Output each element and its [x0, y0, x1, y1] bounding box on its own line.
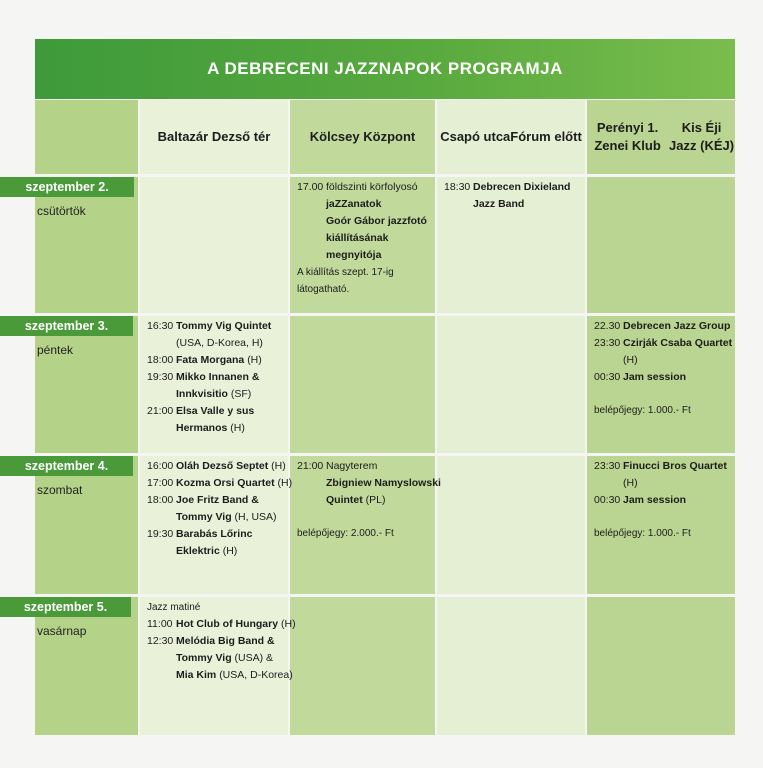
- event-line: [147, 633, 285, 650]
- event-time: 16:30: [147, 320, 174, 332]
- event-text: Jam session: [623, 371, 687, 383]
- event-text: Oláh Dezső Septet: [176, 460, 269, 472]
- event-text: Mia Kim: [176, 669, 217, 681]
- day-cell: [35, 456, 138, 594]
- event-text: (H): [623, 477, 638, 489]
- event-list: [444, 179, 582, 213]
- venue-name: Perényi 1. Zenei Klub: [594, 120, 661, 153]
- event-text: Finucci Bros Quartet: [623, 460, 727, 472]
- event-text: Tommy Vig: [176, 652, 232, 664]
- event-line: [297, 179, 432, 196]
- event-line: [147, 335, 285, 352]
- page-title: A DEBRECENI JAZZNAPOK PROGRAMJA: [35, 39, 735, 99]
- event-text: jaZZanatok: [326, 198, 382, 210]
- event-origin: (H): [281, 618, 296, 630]
- event-text: Joe Fritz Band &: [176, 494, 259, 506]
- event-line: [297, 475, 441, 492]
- event-time: 17.00: [297, 181, 324, 193]
- event-line: [594, 369, 732, 386]
- event-text: Tommy Vig Quintet: [176, 320, 272, 332]
- date-label: szeptember 2.: [0, 177, 134, 197]
- event-line: [147, 509, 285, 526]
- event-line: [147, 650, 285, 667]
- event-text: belépőjegy: 1.000.- Ft: [594, 528, 691, 539]
- event-line: [147, 420, 285, 437]
- event-text: Melódia Big Band &: [176, 635, 275, 647]
- program-cell: [437, 456, 585, 594]
- event-time: 19:30: [147, 528, 174, 540]
- event-text: Jazz Band: [473, 198, 525, 210]
- event-list: [594, 458, 732, 542]
- event-time: 00:30: [594, 371, 621, 383]
- event-time: 21:00: [147, 405, 174, 417]
- venue-header: [140, 100, 288, 174]
- event-line: [297, 230, 432, 247]
- event-text: belépőjegy: 1.000.- Ft: [594, 405, 691, 416]
- event-time: 23:30: [594, 460, 621, 472]
- event-line: [147, 599, 285, 616]
- event-text: Innkvisitio: [176, 388, 228, 400]
- event-text: látogatható.: [297, 284, 350, 295]
- event-origin: (H): [247, 354, 262, 366]
- event-origin: (PL): [365, 494, 386, 506]
- header-corner: [35, 100, 138, 174]
- event-text: Barabás Lőrinc: [176, 528, 253, 540]
- weekday-label: csütörtök: [37, 204, 86, 218]
- event-line: [297, 196, 432, 213]
- date-label: szeptember 5.: [0, 597, 131, 617]
- event-text: Debrecen Dixieland: [473, 181, 571, 193]
- venue-name: Fórum előtt: [510, 129, 582, 144]
- venue-header: [437, 100, 585, 174]
- event-time: 18:00: [147, 494, 174, 506]
- event-text: Quintet: [326, 494, 363, 506]
- event-line: [147, 543, 285, 560]
- event-time: 18:00: [147, 354, 174, 366]
- event-text: (USA, D-Korea, H): [176, 337, 263, 349]
- program-cell: [140, 177, 288, 313]
- event-line: [147, 386, 285, 403]
- event-text: (H): [623, 354, 638, 366]
- event-line: [444, 196, 582, 213]
- event-text: földszinti körfolyosó: [326, 181, 418, 193]
- program-cell: [290, 316, 435, 453]
- event-time: 16:00: [147, 460, 174, 472]
- event-time: 12:30: [147, 635, 174, 647]
- venue-header: [290, 100, 435, 174]
- venue-name: Baltazár Dezső tér: [157, 129, 271, 144]
- event-line: [297, 281, 432, 298]
- event-line: [594, 525, 732, 542]
- event-text: Goór Gábor jazzfotó: [326, 215, 427, 227]
- weekday-label: péntek: [37, 343, 74, 357]
- event-text: Hot Club of Hungary: [176, 618, 279, 630]
- event-text: Elsa Valle y sus: [176, 405, 255, 417]
- event-origin: (H): [271, 460, 286, 472]
- event-line: [594, 492, 732, 509]
- event-line: [297, 458, 432, 475]
- event-line: [147, 369, 285, 386]
- event-origin: (H): [277, 477, 293, 489]
- event-line: [147, 526, 285, 543]
- event-text: Hermanos: [176, 422, 228, 434]
- event-text: A kiállítás szept. 17-ig: [297, 267, 394, 278]
- event-origin: (USA) &: [234, 652, 274, 664]
- event-line: [594, 335, 732, 352]
- event-line: [594, 352, 732, 369]
- venue-name: Kölcsey Központ: [309, 129, 416, 144]
- event-text: Fata Morgana: [176, 354, 245, 366]
- event-text: belépőjegy: 2.000.- Ft: [297, 528, 394, 539]
- venue-name: Kis Éji Jazz (KÉJ): [669, 120, 735, 153]
- event-list: [147, 599, 296, 684]
- venue-name: Csapó utca: [440, 129, 511, 144]
- program-cell: [437, 597, 585, 735]
- event-list: [594, 318, 732, 419]
- event-text: megnyitója: [326, 249, 382, 261]
- event-line: [147, 318, 285, 335]
- event-line: [297, 213, 432, 230]
- event-text: Jam session: [623, 494, 687, 506]
- event-line: [594, 318, 732, 335]
- event-list: [147, 318, 285, 437]
- event-line: [444, 179, 582, 196]
- event-list: [147, 458, 293, 560]
- event-time: 21:00: [297, 460, 324, 472]
- event-line: [297, 525, 432, 542]
- event-time: 11:00: [147, 618, 173, 630]
- event-text: Eklektric: [176, 545, 220, 557]
- day-cell: [35, 316, 138, 453]
- event-origin: (H, USA): [234, 511, 277, 523]
- event-text: Tommy Vig: [176, 511, 232, 523]
- event-text: kiállításának: [326, 232, 389, 244]
- event-line: [147, 616, 296, 633]
- date-label: szeptember 4.: [0, 456, 133, 476]
- event-time: 23:30: [594, 337, 621, 349]
- event-line: [594, 458, 732, 475]
- event-line: [147, 492, 285, 509]
- event-line: [147, 475, 293, 492]
- event-line: [147, 667, 293, 684]
- weekday-label: szombat: [37, 483, 83, 497]
- event-origin: (SF): [230, 388, 252, 400]
- event-text: Kozma Orsi Quartet: [176, 477, 275, 489]
- event-time: 22.30: [594, 320, 621, 332]
- event-time: 17:00: [147, 477, 174, 489]
- day-cell: [35, 177, 138, 313]
- event-origin: (H): [222, 545, 238, 557]
- program-cell: [290, 597, 435, 735]
- event-line: [594, 402, 732, 419]
- event-text: Jazz matiné: [147, 602, 201, 613]
- event-list: [297, 179, 432, 298]
- event-text: Nagyterem: [326, 460, 378, 472]
- weekday-label: vasárnap: [37, 624, 87, 638]
- event-time: 00:30: [594, 494, 621, 506]
- event-origin: (USA, D-Korea): [219, 669, 293, 681]
- program-cell: [587, 177, 735, 313]
- venue-header: [587, 100, 735, 174]
- event-text: Mikko Innanen &: [176, 371, 260, 383]
- event-line: [297, 247, 432, 264]
- event-line: [594, 475, 732, 492]
- event-list: [297, 458, 441, 542]
- event-line: [147, 458, 285, 475]
- event-time: 18:30: [444, 181, 471, 193]
- event-line: [147, 352, 285, 369]
- event-origin: (H): [230, 422, 245, 434]
- event-text: Czirják Csaba Quartet: [623, 337, 733, 349]
- event-line: [297, 492, 432, 509]
- day-cell: [35, 597, 138, 735]
- date-label: szeptember 3.: [0, 316, 133, 336]
- program-cell: [587, 597, 735, 735]
- event-line: [147, 403, 285, 420]
- program-cell: [437, 316, 585, 453]
- event-text: Zbigniew Namyslowski: [326, 477, 441, 489]
- event-time: 19:30: [147, 371, 174, 383]
- event-line: [297, 264, 432, 281]
- event-text: Debrecen Jazz Group: [623, 320, 731, 332]
